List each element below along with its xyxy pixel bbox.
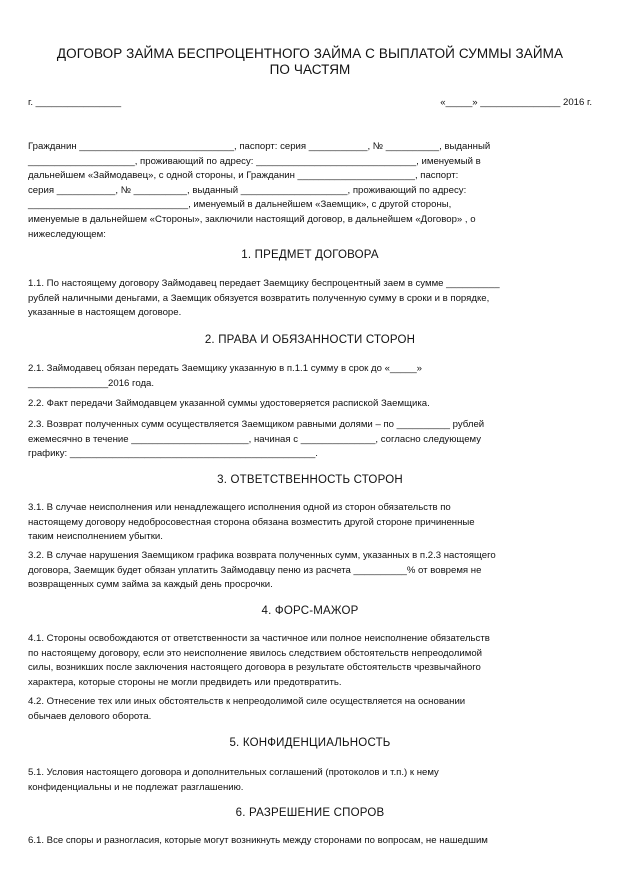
section-heading: 6. РАЗРЕШЕНИЕ СПОРОВ: [235, 807, 385, 819]
paragraph-line: характера, которые стороны не могли предвидеть или предотвратить.: [28, 676, 342, 688]
paragraph-line: возвращенных сумм займа за каждый день просрочки.: [28, 579, 273, 591]
paragraph-line: 2.2. Факт передачи Займодавцем указанной суммы удостоверяется распиской Заемщика.: [28, 398, 430, 409]
intro-line: ______________________________, именуемый в дальнейшем «Заемщик», с другой стороны,: [28, 199, 452, 211]
document-title-line-1: ДОГОВОР ЗАЙМА БЕСПРОЦЕНТНОГО ЗАЙМА С ВЫПЛАТОЙ СУММЫ ЗАЙМА: [56, 46, 564, 61]
section-paragraph: [28, 501, 592, 545]
paragraph-line: 1.1. По настоящему договору Займодавец передает Заемщику беспроцентный заем в сумме __________: [28, 278, 500, 289]
intro-line: дальнейшем «Займодавец», с одной стороны, и Гражданин ______________________, паспорт:: [28, 170, 459, 182]
intro-paragraph: [28, 140, 592, 242]
section-paragraph: [28, 834, 592, 849]
paragraph-line: конфиденциальны и не подлежат разглашению.: [28, 781, 244, 793]
section-paragraph: [28, 632, 592, 690]
section-heading: 2. ПРАВА И ОБЯЗАННОСТИ СТОРОН: [204, 334, 416, 346]
intro-line: нижеследующем:: [28, 228, 106, 240]
paragraph-line: рублей наличными деньгами, а Заемщик обязуется возвратить полученную сумму в сроки и в порядке,: [28, 292, 490, 304]
paragraph-line: таким неисполнением убытки.: [28, 531, 163, 543]
intro-line: Гражданин _____________________________, паспорт: серия ___________, № __________, выданный: [28, 141, 491, 152]
document-title: [20, 46, 600, 78]
section-heading: 5. КОНФИДЕНЦИАЛЬНОСТЬ: [229, 737, 391, 749]
paragraph-line: _______________2016 года.: [28, 377, 155, 389]
section-paragraph: [28, 766, 592, 795]
paragraph-line: 3.2. В случае нарушения Заемщиком графика возврата полученных сумм, указанных в п.2.3 настоящего: [28, 550, 496, 561]
paragraph-line: по настоящему договору, если это неисполнение явилось следствием обстоятельств непреодолимой: [28, 647, 483, 659]
paragraph-line: 2.3. Возврат полученных сумм осуществляется Заемщиком равными долями – по __________ рублей: [28, 419, 485, 430]
place-field: г. ________________: [28, 97, 122, 108]
section-paragraph: [28, 549, 592, 593]
intro-line: ____________________, проживающий по адресу: ______________________________, именуемый в: [28, 155, 481, 167]
section-paragraph: [28, 277, 592, 321]
paragraph-line: договора, Заемщик будет обязан уплатить Займодавцу пеню из расчета __________% от вовремя не: [28, 564, 482, 576]
intro-line: именуемые в дальнейшем «Стороны», заключили настоящий договор, в дальнейшем «Договор» , о: [28, 213, 476, 225]
paragraph-line: 4.1. Стороны освобождаются от ответственности за частичное или полное неисполнение обязательств: [28, 633, 490, 644]
paragraph-line: графику: ______________________________________________.: [28, 448, 318, 460]
section-paragraph: [28, 362, 592, 391]
paragraph-line: указанные в настоящем договоре.: [28, 307, 182, 319]
section-heading: 1. ПРЕДМЕТ ДОГОВОРА: [241, 249, 379, 261]
paragraph-line: силы, возникших после заключения настоящего договора в результате обстоятельств чрезвычайного: [28, 662, 481, 674]
paragraph-line: 4.2. Отнесение тех или иных обстоятельств к непреодолимой силе осуществляется на основании: [28, 696, 466, 707]
paragraph-line: ежемесячно в течение ______________________, начиная с ______________, согласно следующему: [28, 433, 482, 445]
section-paragraph: [28, 695, 592, 724]
paragraph-line: обычаев делового оборота.: [28, 710, 152, 722]
document-title-line-2: ПО ЧАСТЯМ: [269, 62, 351, 77]
section-heading: 4. ФОРС-МАЖОР: [261, 605, 359, 617]
paragraph-line: 3.1. В случае неисполнения или ненадлежащего исполнения одной из сторон обязательств по: [28, 502, 451, 513]
paragraph-line: 2.1. Займодавец обязан передать Заемщику указанную в п.1.1 сумму в срок до «_____»: [28, 363, 422, 374]
paragraph-line: 6.1. Все споры и разногласия, которые могут возникнуть между сторонами по вопросам, не нашедшим: [28, 835, 488, 846]
intro-line: серия ___________, № __________, выданный ____________________, проживающий по адресу:: [28, 184, 467, 196]
section-paragraph: [28, 397, 592, 412]
paragraph-line: 5.1. Условия настоящего договора и дополнительных соглашений (протоколов и т.п.) к нему: [28, 767, 439, 778]
section-paragraph: [28, 418, 592, 462]
section-heading: 3. ОТВЕТСТВЕННОСТЬ СТОРОН: [217, 474, 403, 486]
date-field: «_____» _______________ 2016 г.: [440, 97, 592, 108]
paragraph-line: настоящему договору недобросовестная сторона обязана возместить другой стороне причиненные: [28, 516, 475, 528]
